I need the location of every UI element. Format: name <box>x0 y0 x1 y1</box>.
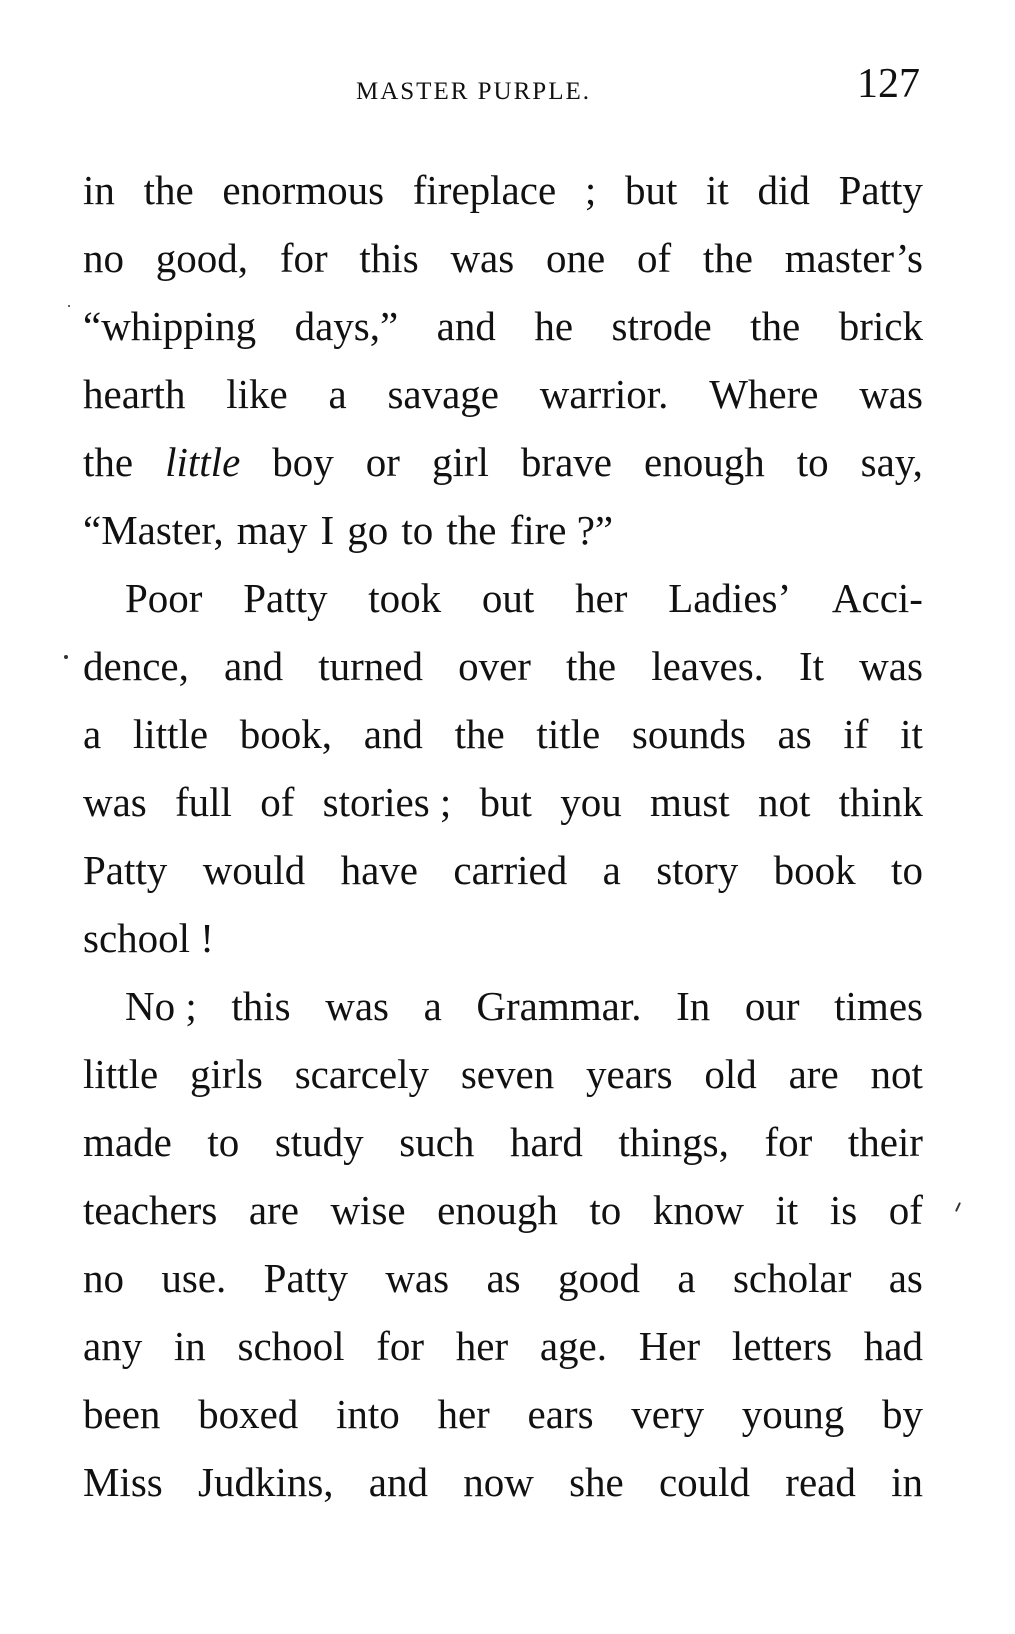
word: turned <box>318 643 423 689</box>
word: little <box>132 711 209 757</box>
word: of <box>260 779 295 825</box>
word: strode <box>611 303 712 349</box>
word: the <box>566 643 617 689</box>
word: as <box>777 711 812 757</box>
word: a <box>83 711 102 757</box>
word: Where <box>709 371 819 417</box>
word: use. <box>161 1255 227 1301</box>
word: not <box>870 1051 923 1097</box>
word: times <box>834 983 923 1029</box>
text-line <box>83 1448 923 1516</box>
word: it <box>706 167 729 213</box>
word: brick <box>838 303 923 349</box>
word: one <box>545 235 606 281</box>
print-speck <box>64 655 68 659</box>
word: study <box>274 1119 364 1165</box>
text-line <box>83 224 923 292</box>
word: school <box>237 1323 345 1369</box>
text-line <box>83 564 923 632</box>
word: was <box>859 643 923 689</box>
word: story <box>656 847 739 893</box>
word: little <box>83 1051 159 1097</box>
text-line <box>83 836 923 904</box>
word: as <box>888 1255 923 1301</box>
word: fireplace <box>412 167 557 213</box>
word: a <box>602 847 621 893</box>
word: is <box>829 1187 858 1233</box>
word: but <box>479 779 532 825</box>
word: girl <box>431 439 489 485</box>
print-speck <box>955 1202 961 1212</box>
word: a <box>328 371 347 417</box>
word: the <box>143 167 194 213</box>
word: and <box>223 643 284 689</box>
word: age. <box>539 1323 607 1369</box>
word: young <box>741 1391 845 1437</box>
word: it <box>775 1187 799 1233</box>
word: the <box>83 439 134 485</box>
word: Grammar. <box>476 983 642 1029</box>
word: her <box>455 1323 509 1369</box>
word: to <box>796 439 829 485</box>
word: It <box>799 643 825 689</box>
word: he <box>534 303 574 349</box>
word: in <box>173 1323 206 1369</box>
word: must <box>649 779 730 825</box>
word: as <box>486 1255 521 1301</box>
word: old <box>704 1051 757 1097</box>
word: are <box>248 1187 299 1233</box>
word: now <box>463 1459 534 1505</box>
word: know <box>652 1187 744 1233</box>
word: girls <box>189 1051 263 1097</box>
word: No ; <box>125 983 197 1029</box>
word: leaves. <box>651 643 764 689</box>
word: savage <box>387 371 499 417</box>
word: no <box>83 1255 124 1301</box>
word: and <box>436 303 496 349</box>
word: think <box>838 779 923 825</box>
word: good <box>558 1255 640 1301</box>
word: was <box>325 983 389 1029</box>
word: to <box>589 1187 622 1233</box>
word: would <box>202 847 306 893</box>
word: teachers <box>83 1187 218 1233</box>
word: she <box>569 1459 624 1505</box>
word: and <box>363 711 423 757</box>
text-line <box>83 768 923 836</box>
word: into <box>335 1391 400 1437</box>
text-line <box>83 1040 923 1108</box>
word: took <box>368 575 442 621</box>
word: Poor <box>125 575 203 621</box>
word: “whipping <box>83 303 257 349</box>
word: In <box>676 983 711 1029</box>
word: master’s <box>784 235 923 281</box>
word: to <box>207 1119 240 1165</box>
word: full <box>175 779 232 825</box>
word: Ladies’ <box>668 575 792 621</box>
word: boy <box>272 439 334 485</box>
word: little <box>165 439 241 485</box>
word: Patty <box>263 1255 348 1301</box>
word: to <box>891 847 923 893</box>
word: her <box>575 575 628 621</box>
word: the <box>446 507 497 553</box>
word: things, <box>618 1119 729 1165</box>
word: are <box>788 1051 839 1097</box>
word: but <box>624 167 678 213</box>
text-line <box>83 156 923 224</box>
word: out <box>481 575 535 621</box>
word: scarcely <box>294 1051 430 1097</box>
word: scholar <box>732 1255 852 1301</box>
word: of <box>636 235 672 281</box>
text-line <box>83 1176 923 1244</box>
word: boxed <box>198 1391 299 1437</box>
word: I <box>320 507 335 553</box>
text-line <box>83 1312 923 1380</box>
word: ears <box>527 1391 594 1437</box>
text-line <box>83 1380 923 1448</box>
text-line <box>83 1108 923 1176</box>
word: school ! <box>83 915 214 961</box>
word: carried <box>453 847 568 893</box>
running-title: MASTER PURPLE. <box>356 78 591 105</box>
word: in <box>83 167 115 213</box>
word: very <box>631 1391 705 1437</box>
word: may <box>236 507 308 553</box>
word: our <box>744 983 800 1029</box>
word: book, <box>239 711 333 757</box>
word: hard <box>509 1119 583 1165</box>
word: was <box>385 1255 450 1301</box>
word: over <box>458 643 531 689</box>
word: wise <box>330 1187 406 1233</box>
word: go <box>347 507 389 553</box>
word: letters <box>731 1323 833 1369</box>
word: or <box>365 439 400 485</box>
word: in <box>891 1459 923 1505</box>
text-line <box>83 1244 923 1312</box>
word: enough <box>437 1187 558 1233</box>
word: days,” <box>294 303 399 349</box>
word: book <box>773 847 856 893</box>
word: for <box>279 235 328 281</box>
word: Patty <box>838 167 923 213</box>
word: if <box>843 711 869 757</box>
body-text <box>83 156 923 1516</box>
word: have <box>340 847 419 893</box>
word: was <box>859 371 923 417</box>
word: warrior. <box>539 371 669 417</box>
word: had <box>863 1323 923 1369</box>
word: this <box>231 983 291 1029</box>
word: did <box>757 167 810 213</box>
page-number: 127 <box>857 61 920 107</box>
text-line <box>83 496 923 564</box>
word: and <box>368 1459 428 1505</box>
word: not <box>757 779 811 825</box>
word: sounds <box>631 711 746 757</box>
word: any <box>83 1323 143 1369</box>
text-line <box>83 700 923 768</box>
text-line <box>83 632 923 700</box>
text-line <box>83 972 923 1040</box>
word: fire ?” <box>509 507 614 553</box>
word: no <box>83 235 124 281</box>
text-line <box>83 904 923 972</box>
word: ; <box>584 167 597 213</box>
word: enormous <box>222 167 385 213</box>
word: you <box>560 779 622 825</box>
word: the <box>702 235 753 281</box>
word: this <box>359 235 419 281</box>
word: to <box>401 507 434 553</box>
word: years <box>586 1051 673 1097</box>
word: her <box>437 1391 490 1437</box>
word: a <box>423 983 442 1029</box>
word: title <box>536 711 601 757</box>
word: stories ; <box>322 779 452 825</box>
text-line <box>83 292 923 360</box>
word: such <box>399 1119 475 1165</box>
word: brave <box>520 439 612 485</box>
text-line <box>83 360 923 428</box>
word: read <box>785 1459 856 1505</box>
word: a <box>677 1255 696 1301</box>
word: like <box>226 371 288 417</box>
word: of <box>888 1187 923 1233</box>
word: made <box>83 1119 172 1165</box>
word: by <box>881 1391 923 1437</box>
word: for <box>764 1119 813 1165</box>
word: it <box>900 711 923 757</box>
running-head <box>80 60 920 110</box>
word: enough <box>644 439 765 485</box>
word: the <box>454 711 505 757</box>
word: Her <box>638 1323 701 1369</box>
word: Judkins, <box>198 1459 334 1505</box>
word: “Master, <box>83 507 224 553</box>
word: for <box>376 1323 425 1369</box>
word: was <box>450 235 515 281</box>
word: say, <box>860 439 923 485</box>
word: Patty <box>83 847 168 893</box>
word: Miss <box>83 1459 163 1505</box>
word: seven <box>460 1051 555 1097</box>
word: dence, <box>83 643 189 689</box>
word: been <box>83 1391 161 1437</box>
word: Acci- <box>831 575 923 621</box>
word: Patty <box>243 575 328 621</box>
word: could <box>658 1459 751 1505</box>
word: hearth <box>83 371 186 417</box>
print-speck <box>68 305 70 307</box>
word: good, <box>155 235 249 281</box>
word: their <box>847 1119 923 1165</box>
text-line <box>83 428 923 496</box>
word: the <box>750 303 801 349</box>
word: was <box>83 779 147 825</box>
